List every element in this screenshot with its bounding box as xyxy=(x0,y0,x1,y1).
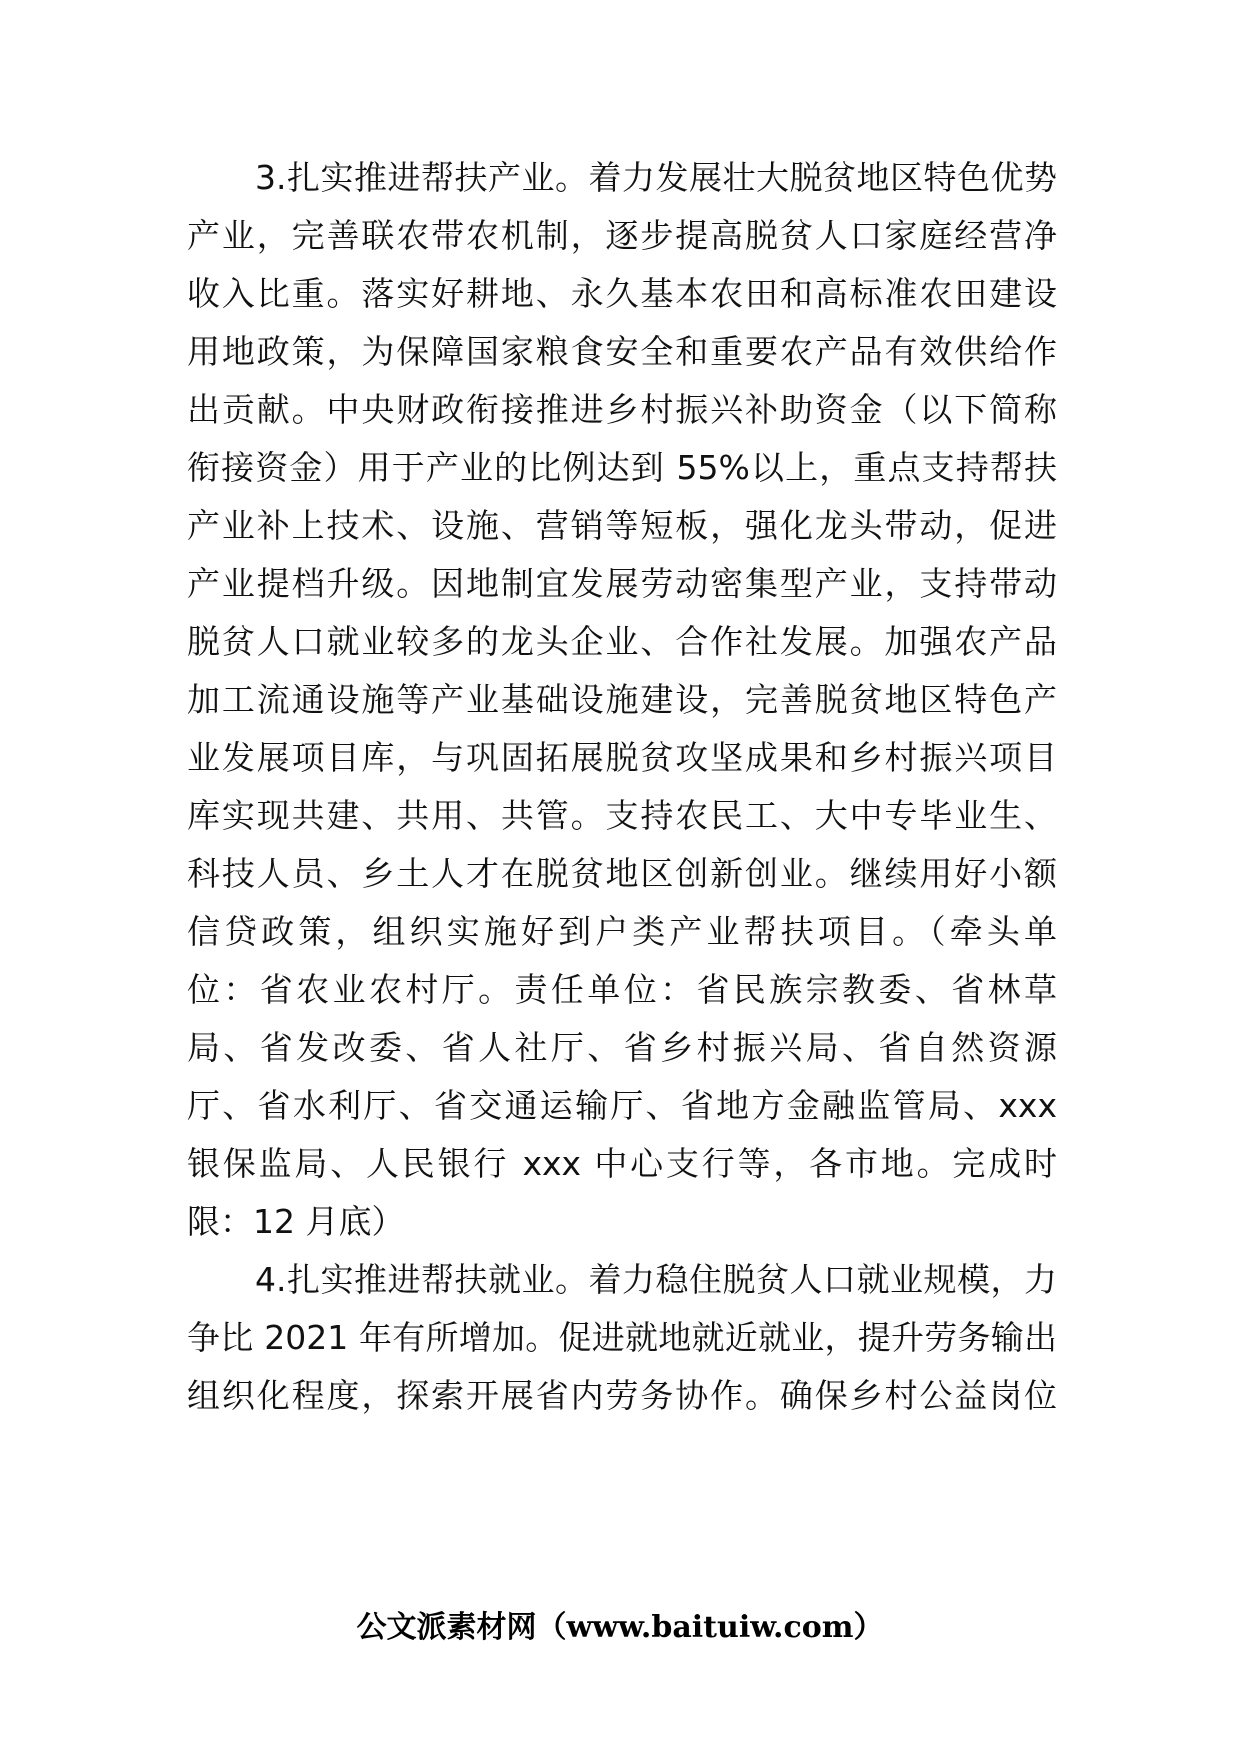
paragraph-3-line-19: 限：12 月底） xyxy=(187,1202,405,1241)
footer-watermark: 公文派素材网（www.baituiw.com） xyxy=(356,1610,884,1645)
paragraph-3-line-6: 衔接资金）用于产业的比例达到 55%以上，重点支持帮扶 xyxy=(187,448,1057,487)
paragraph-4-line-3: 组织化程度，探索开展省内劳务协作。确保乡村公益岗位 xyxy=(187,1376,1057,1415)
paragraph-4-line-1: 4.扎实推进帮扶就业。着力稳住脱贫人口就业规模，力 xyxy=(255,1260,1057,1299)
paragraph-3-line-10: 加工流通设施等产业基础设施建设，完善脱贫地区特色产 xyxy=(187,680,1057,719)
paragraph-4-line-2: 争比 2021 年有所增加。促进就地就近就业，提升劳务输出 xyxy=(187,1318,1057,1357)
paragraph-3-line-9: 脱贫人口就业较多的龙头企业、合作社发展。加强农产品 xyxy=(187,622,1057,661)
paragraph-3-line-17: 厅、省水利厅、省交通运输厅、省地方金融监管局、xxx xyxy=(187,1086,1057,1125)
paragraph-3-line-13: 科技人员、乡土人才在脱贫地区创新创业。继续用好小额 xyxy=(187,854,1057,893)
paragraph-3-line-15: 位：省农业农村厅。责任单位：省民族宗教委、省林草 xyxy=(187,970,1057,1009)
paragraph-3-line-5: 出贡献。中央财政衔接推进乡村振兴补助资金（以下简称 xyxy=(187,390,1057,429)
paragraph-3-line-11: 业发展项目库，与巩固拓展脱贫攻坚成果和乡村振兴项目 xyxy=(187,738,1057,777)
paragraph-3-line-12: 库实现共建、共用、共管。支持农民工、大中专毕业生、 xyxy=(187,796,1057,835)
paragraph-3-line-4: 用地政策，为保障国家粮食安全和重要农产品有效供给作 xyxy=(187,332,1057,371)
paragraph-3-line-16: 局、省发改委、省人社厅、省乡村振兴局、省自然资源 xyxy=(187,1028,1057,1067)
paragraph-3-line-8: 产业提档升级。因地制宜发展劳动密集型产业，支持带动 xyxy=(187,564,1057,603)
paragraph-3-line-3: 收入比重。落实好耕地、永久基本农田和高标准农田建设 xyxy=(187,274,1057,313)
paragraph-3-line-18: 银保监局、人民银行 xxx 中心支行等，各市地。完成时 xyxy=(187,1144,1057,1183)
paragraph-3-line-1: 3.扎实推进帮扶产业。着力发展壮大脱贫地区特色优势 xyxy=(255,158,1057,197)
paragraph-3-line-14: 信贷政策，组织实施好到户类产业帮扶项目。（牵头单 xyxy=(187,912,1057,951)
paragraph-3-line-2: 产业，完善联农带农机制，逐步提高脱贫人口家庭经营净 xyxy=(187,216,1057,255)
paragraph-3-line-7: 产业补上技术、设施、营销等短板，强化龙头带动，促进 xyxy=(187,506,1057,545)
